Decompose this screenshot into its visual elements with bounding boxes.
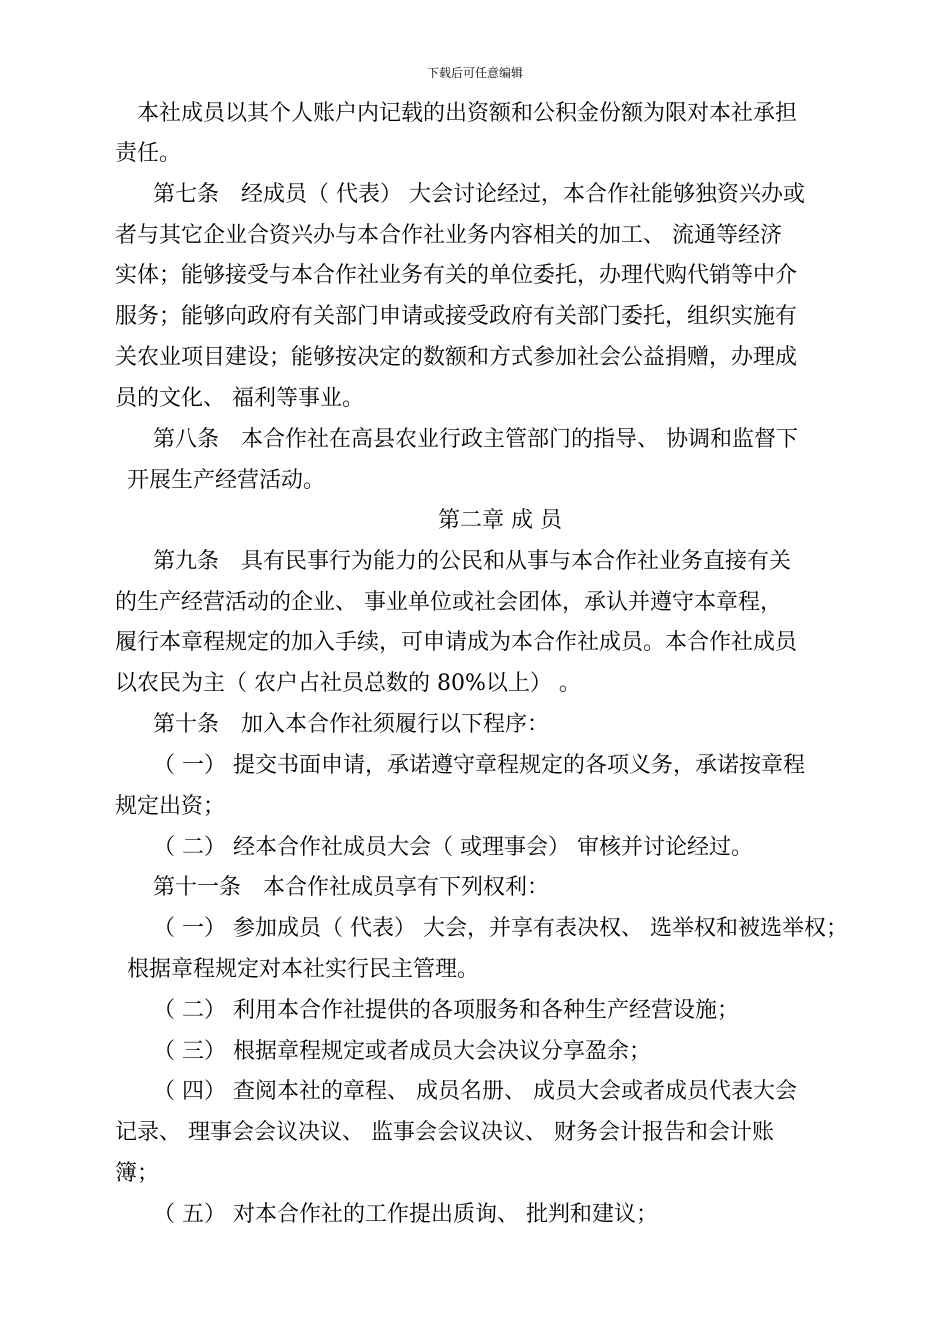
list-item-line: （ 三） 根据章程规定或者成员大会决议分享盈余； bbox=[153, 1039, 651, 1064]
article-11-line: 第十一条 本合作社成员享有下列权利： bbox=[153, 875, 550, 900]
paragraph-line: 履行本章程规定的加入手续，可申请成为本合作社成员。本合作社成员 bbox=[115, 630, 798, 655]
paragraph-line: 服务；能够向政府有关部门申请或接受政府有关部门委托，组织实施有 bbox=[115, 304, 798, 329]
list-item-line: （ 二） 经本合作社成员大会（ 或理事会） 审核并讨论经过。 bbox=[153, 835, 753, 860]
list-item-line: （ 一） 参加成员（ 代表） 大会，并享有表决权、 选举权和被选举权； bbox=[153, 916, 848, 941]
article-9-line: 第九条 具有民事行为能力的公民和从事与本合作社业务直接有关 bbox=[153, 549, 792, 574]
article-10-line: 第十条 加入本合作社须履行以下程序： bbox=[153, 712, 550, 737]
chapter-heading: 第二章 成 员 bbox=[438, 508, 562, 533]
paragraph-line: 关农业项目建设；能够按决定的数额和方式参加社会公益捐赠，办理成 bbox=[115, 345, 798, 370]
paragraph-line: 规定出资； bbox=[115, 794, 226, 819]
paragraph-line: 者与其它企业合资兴办与本合作社业务内容相关的加工、 流通等经济 bbox=[115, 223, 782, 248]
page-header-note: 下载后可任意编辑 bbox=[426, 66, 523, 80]
paragraph-line: 根据章程规定对本社实行民主管理。 bbox=[127, 957, 480, 982]
paragraph-line: 以农民为主（ 农户占社员总数的 80%以上） 。 bbox=[115, 671, 581, 696]
paragraph-line: 本社成员以其个人账户内记载的出资额和公积金份额为限对本社承担 bbox=[137, 101, 798, 126]
list-item-line: （ 五） 对本合作社的工作提出质询、 批判和建议； bbox=[153, 1202, 658, 1227]
list-item-line: （ 四） 查阅本社的章程、 成员名册、 成员大会或者成员代表大会 bbox=[153, 1079, 797, 1104]
paragraph-line: 的生产经营活动的企业、 事业单位或社会团体，承认并遵守本章程， bbox=[115, 590, 782, 615]
list-item-line: （ 一） 提交书面申请，承诺遵守章程规定的各项义务，承诺按章程 bbox=[153, 753, 805, 778]
list-item-line: （ 二） 利用本合作社提供的各项服务和各种生产经营设施； bbox=[153, 998, 739, 1023]
article-8-line: 第八条 本合作社在高县农业行政主管部门的指导、 协调和监督下 bbox=[153, 427, 798, 452]
paragraph-line: 簿； bbox=[115, 1161, 160, 1186]
paragraph-line: 记录、 理事会会议决议、 监事会会议决议、 财务会计报告和会计账 bbox=[115, 1120, 774, 1145]
article-7-line: 第七条 经成员（ 代表） 大会讨论经过，本合作社能够独资兴办或 bbox=[153, 182, 805, 207]
paragraph-line: 员的文化、 福利等事业。 bbox=[115, 386, 364, 411]
paragraph-line: 实体；能够接受与本合作社业务有关的单位委托，办理代购代销等中介 bbox=[115, 263, 798, 288]
paragraph-line: 开展生产经营活动。 bbox=[127, 468, 326, 493]
paragraph-line: 责任。 bbox=[115, 141, 182, 166]
